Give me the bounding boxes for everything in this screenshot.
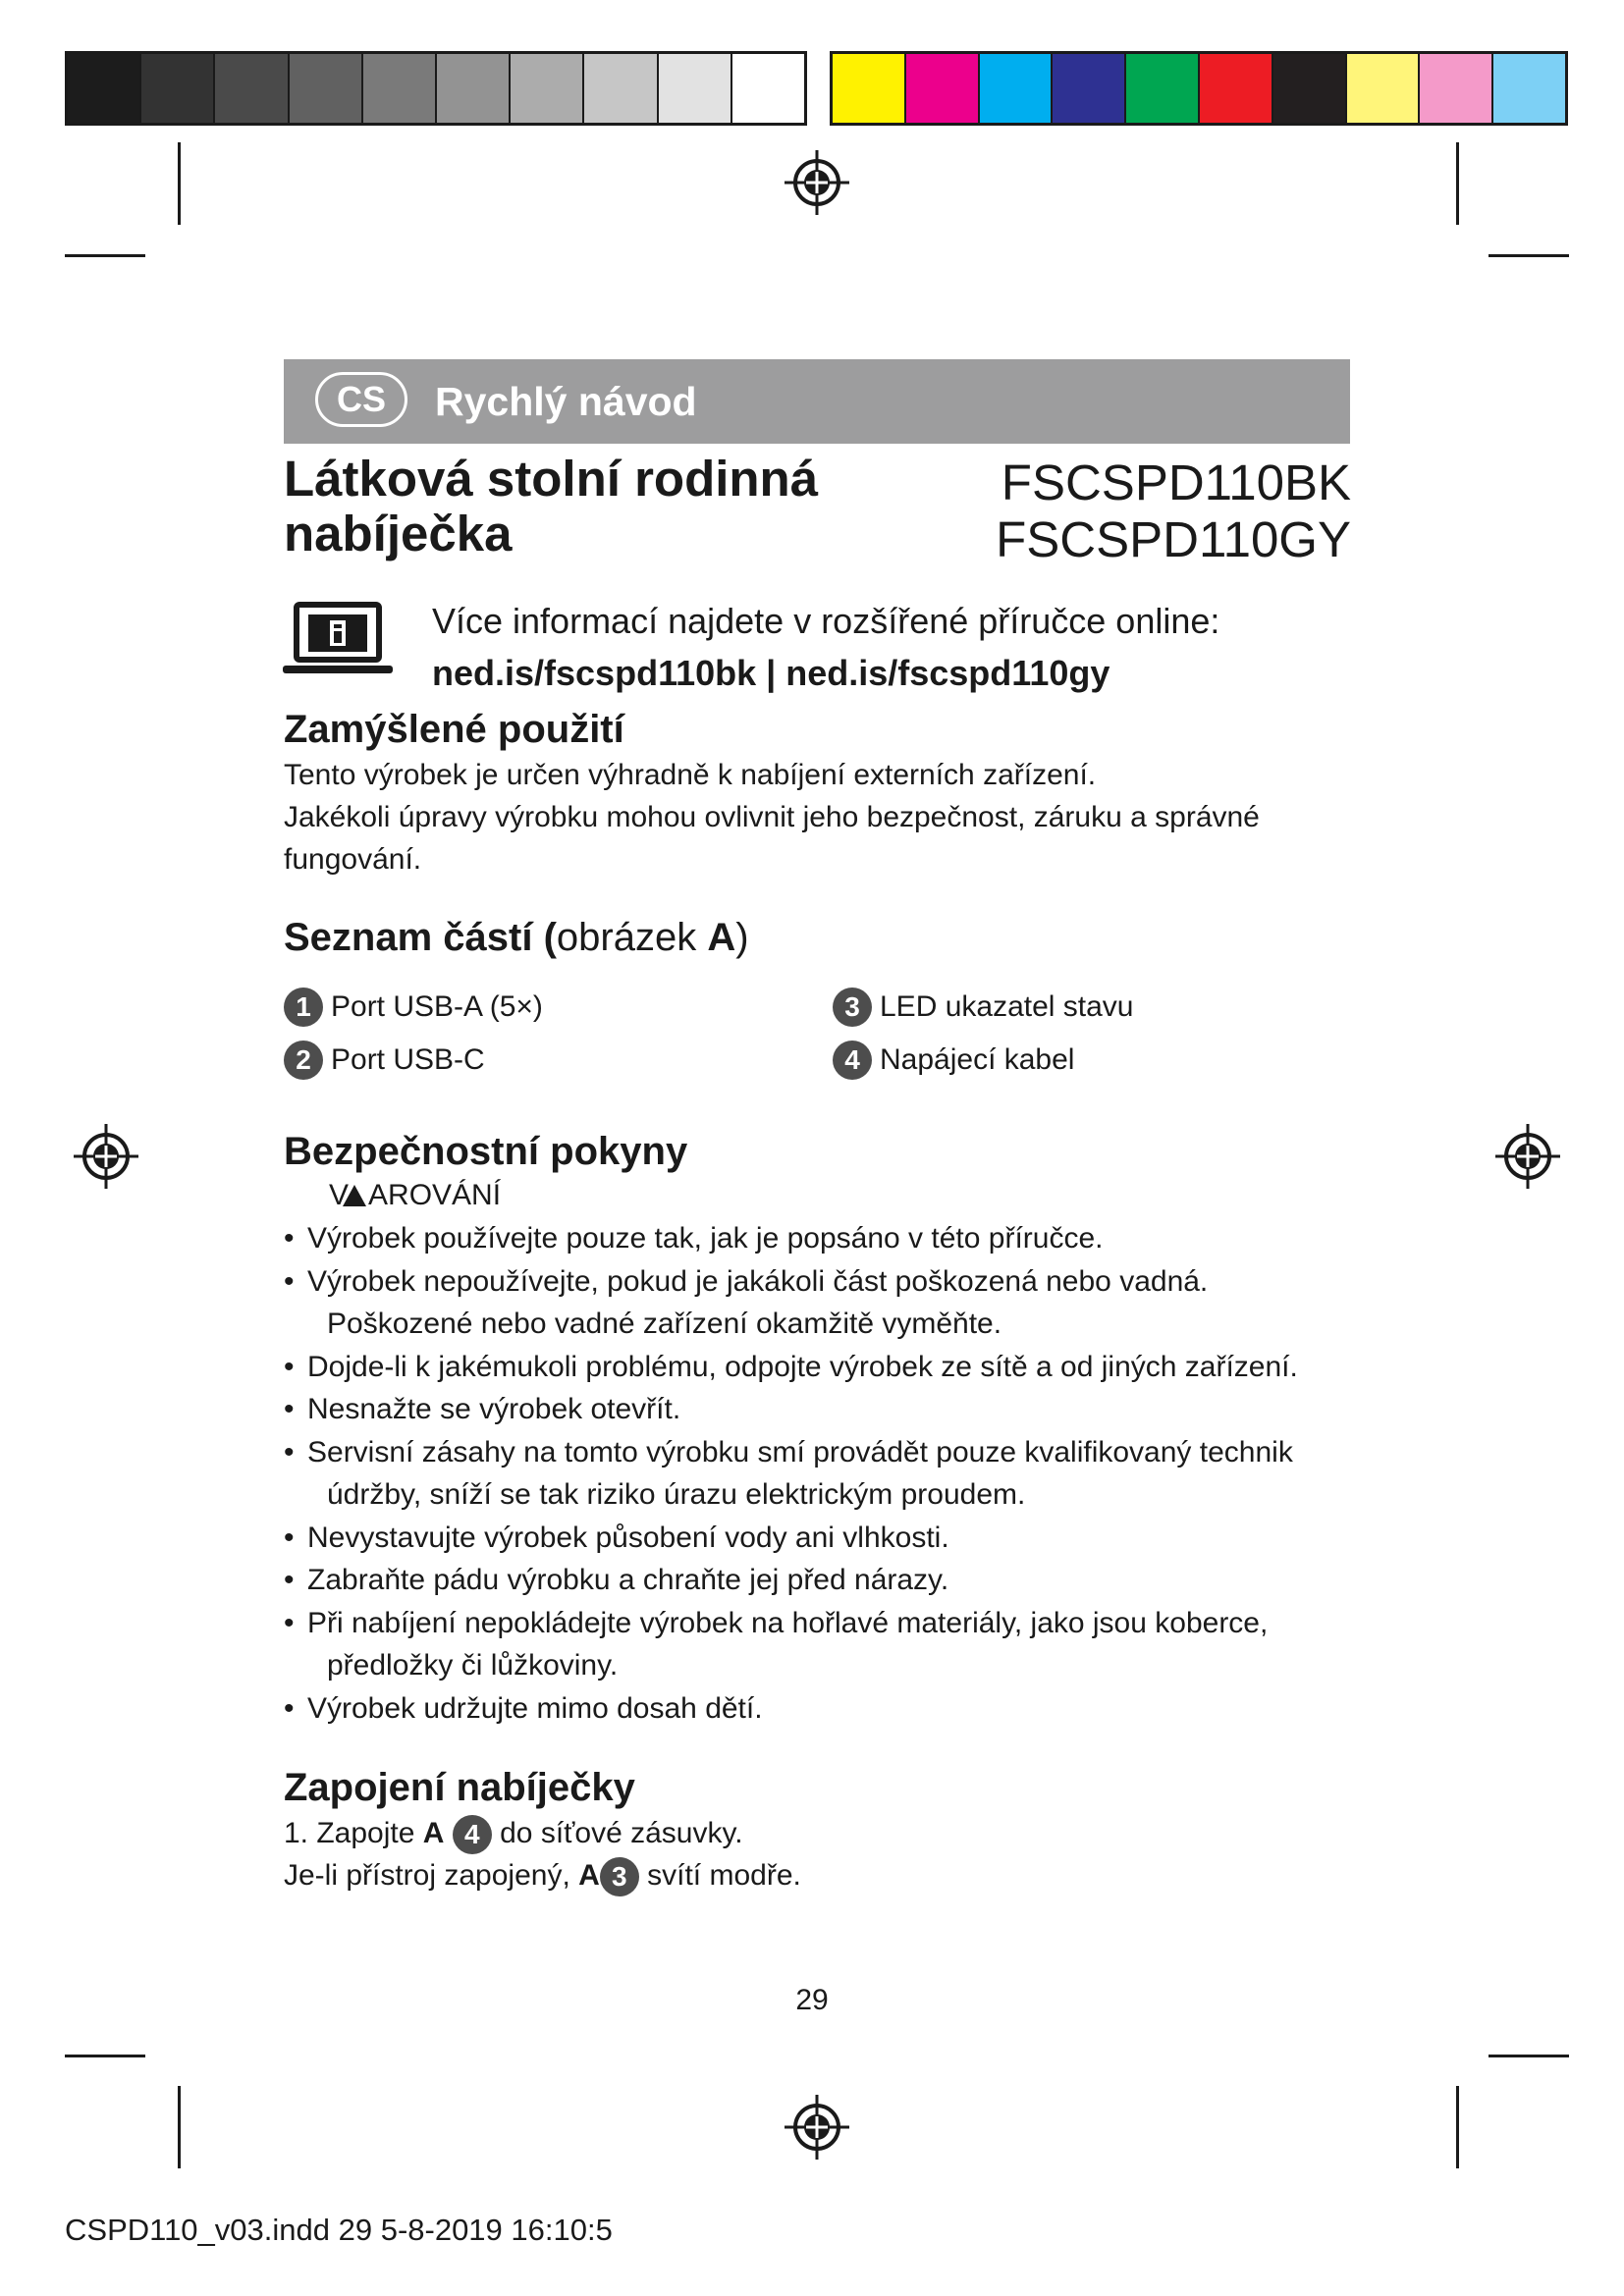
color-swatch [68, 54, 141, 123]
list-item: • Servisní zásahy na tomto výrobku smí provádět pouze kvalifikovaný technik údržby, sníží se tak riziko úrazu elektrickým proudem. [284, 1431, 1350, 1517]
section-heading: Seznam částí (obrázek A) [284, 916, 749, 959]
crop-mark [65, 2055, 145, 2057]
body-text: Jakékoli úpravy výrobku mohou ovlivnit jeho bezpečnost, záruku a správné [284, 801, 1260, 833]
part-label: LED ukazatel stavu [880, 990, 1134, 1023]
part-item [284, 988, 543, 1027]
parts-list-section [284, 913, 1350, 962]
connect-section [284, 1763, 1350, 1896]
registration-mark-icon [1493, 1122, 1562, 1191]
color-swatch [1126, 54, 1200, 123]
part-number-badge: 2 [284, 1041, 323, 1080]
registration-mark-icon [72, 1122, 140, 1191]
color-swatch [141, 54, 215, 123]
laptop-info-icon [283, 601, 393, 679]
list-item: • Při nabíjení nepokládejte výrobek na hořlavé materiály, jako jsou koberce, předložky či lůžkoviny. [284, 1602, 1350, 1687]
product-title-line: nabíječka [284, 506, 513, 561]
crop-mark [65, 254, 145, 257]
part-number-badge: 3 [833, 988, 872, 1027]
model-number: FSCSPD110BK [1001, 454, 1351, 510]
color-swatch [511, 54, 584, 123]
color-swatch [1053, 54, 1126, 123]
color-swatch [1420, 54, 1493, 123]
crop-mark [1489, 2055, 1569, 2057]
crop-mark [178, 2086, 181, 2168]
color-swatch [1200, 54, 1273, 123]
warning-label: V AROVÁNÍ [329, 1179, 502, 1211]
safety-section [284, 1127, 1350, 1730]
part-number-badge: 3 [600, 1857, 639, 1896]
cmyk-color-bar [830, 51, 1568, 126]
model-number: FSCSPD110GY [996, 511, 1351, 567]
list-item: • Dojde-li k jakémukoli problému, odpojte výrobek ze sítě a od jiných zařízení. [284, 1346, 1350, 1389]
body-text: Tento výrobek je určen výhradně k nabíjení externích zařízení. [284, 759, 1097, 791]
crop-mark [1456, 2086, 1459, 2168]
online-manual-link[interactable]: ned.is/fscspd110bk | ned.is/fscspd110gy [432, 653, 1110, 693]
list-item: • Nevystavujte výrobek působení vody ani vlhkosti. [284, 1517, 1350, 1560]
color-swatch [833, 54, 906, 123]
part-label: Napájecí kabel [880, 1043, 1075, 1076]
intended-use-section [284, 705, 1350, 881]
color-swatch [584, 54, 658, 123]
color-swatch [215, 54, 289, 123]
section-heading: Zapojení nabíječky [284, 1766, 635, 1809]
list-item: • Nesnažte se výrobek otevřít. [284, 1388, 1350, 1431]
product-title-line: Látková stolní rodinná [284, 451, 819, 507]
color-swatch [290, 54, 363, 123]
color-swatch [1347, 54, 1421, 123]
part-number-badge: 4 [453, 1815, 492, 1854]
product-title [284, 452, 912, 561]
warning-triangle-icon [343, 1185, 366, 1206]
grayscale-color-bar [65, 51, 807, 126]
list-item: • Výrobek používejte pouze tak, jak je popsáno v této příručce. [284, 1217, 1350, 1260]
page-number: 29 [795, 1984, 829, 2016]
color-swatch [363, 54, 437, 123]
result-text: Je-li přístroj zapojený, A 3 svítí modře. [284, 1854, 1350, 1896]
color-swatch [659, 54, 732, 123]
section-heading: Zamýšlené použití [284, 708, 624, 751]
crop-mark [1489, 254, 1569, 257]
registration-mark-icon [783, 148, 851, 217]
color-swatch [1493, 54, 1565, 123]
part-item [833, 1041, 1074, 1080]
part-item [284, 1041, 485, 1080]
part-number-badge: 4 [833, 1041, 872, 1080]
step-text: 1. Zapojte A 4 do síťové zásuvky. [284, 1812, 1350, 1854]
color-swatch [1273, 54, 1347, 123]
print-slug: CSPD110_v03.indd 29 5-8-2019 16:10:5 [65, 2213, 613, 2247]
body-text: fungování. [284, 843, 422, 876]
color-swatch [732, 54, 804, 123]
registration-mark-icon [783, 2093, 851, 2162]
list-item: • Výrobek nepoužívejte, pokud je jakákoli část poškozená nebo vadná. Poškozené nebo vadné zařízení okamžitě vyměňte. [284, 1260, 1350, 1346]
crop-mark [1456, 142, 1459, 225]
part-label: Port USB-A (5×) [331, 990, 543, 1023]
crop-mark [178, 142, 181, 225]
online-manual-text: Více informací najdete v rozšířené příručce online: [432, 601, 1220, 641]
part-number-badge: 1 [284, 988, 323, 1027]
part-label: Port USB-C [331, 1043, 485, 1076]
guide-header-band [284, 359, 1350, 444]
language-badge: CS [315, 372, 407, 427]
list-item: • Výrobek udržujte mimo dosah dětí. [284, 1687, 1350, 1731]
safety-list [284, 1217, 1350, 1730]
color-swatch [980, 54, 1054, 123]
part-item [833, 988, 1133, 1027]
list-item: • Zabraňte pádu výrobku a chraňte jej před nárazy. [284, 1559, 1350, 1602]
guide-title: Rychlý návod [435, 379, 697, 424]
section-heading: Bezpečnostní pokyny [284, 1130, 688, 1173]
color-swatch [906, 54, 980, 123]
color-swatch [437, 54, 511, 123]
